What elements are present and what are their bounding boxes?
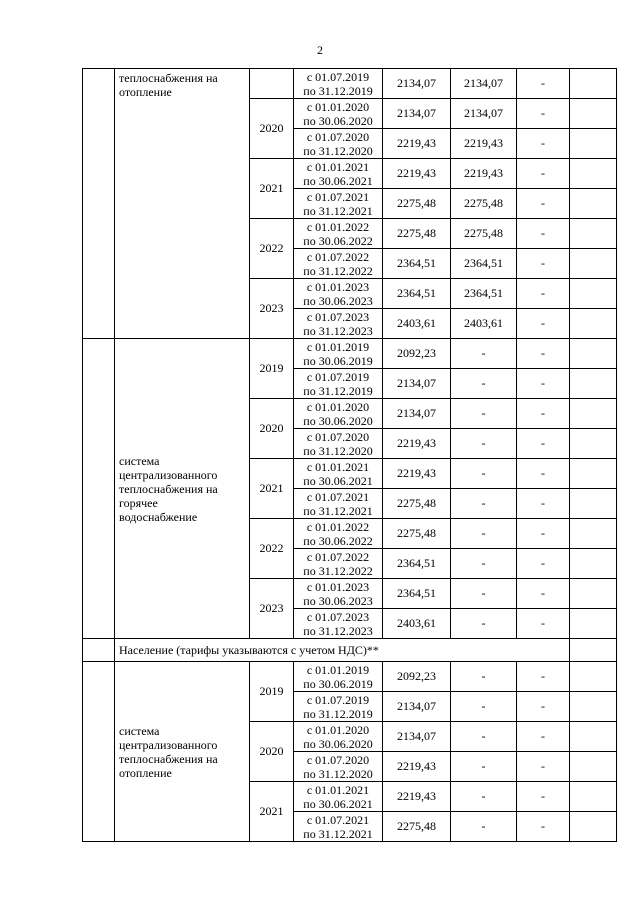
period-to: по 30.06.2023	[303, 293, 373, 308]
period-cell	[294, 189, 383, 219]
period-from: с 01.07.2023	[306, 309, 370, 324]
tariff-value-cell: -	[451, 549, 517, 579]
tariff-value-cell: 2364,51	[383, 249, 451, 279]
tariff-value-cell: 2219,43	[451, 129, 517, 159]
tariff-value-cell: 2219,43	[383, 129, 451, 159]
period-to: по 30.06.2020	[303, 113, 373, 128]
period-to: по 31.12.2023	[303, 323, 373, 338]
tariff-value-cell: 2134,07	[451, 69, 517, 99]
tariff-value-cell: 2364,51	[451, 279, 517, 309]
period-cell	[294, 662, 383, 692]
tariff-value-cell: 2219,43	[383, 429, 451, 459]
period-cell	[294, 429, 383, 459]
year-cell	[250, 69, 294, 99]
period-cell	[294, 129, 383, 159]
period-cell	[294, 369, 383, 399]
period-to: по 31.12.2021	[303, 503, 373, 518]
row-number-cell	[83, 662, 115, 842]
tariff-value-cell: 2092,23	[383, 662, 451, 692]
period-cell	[294, 752, 383, 782]
period-to: по 31.12.2021	[303, 826, 373, 841]
tariff-value-cell: -	[517, 189, 570, 219]
period-to: по 30.06.2020	[303, 736, 373, 751]
empty-cell	[570, 219, 617, 249]
period-from: с 01.01.2020	[306, 99, 370, 114]
row-number-cell	[83, 69, 115, 339]
tariff-value-cell: -	[517, 662, 570, 692]
tariff-value-cell: 2275,48	[383, 489, 451, 519]
period-to: по 30.06.2023	[303, 593, 373, 608]
tariff-value-cell: 2364,51	[383, 579, 451, 609]
tariff-value-cell: -	[517, 782, 570, 812]
tariff-table	[82, 68, 617, 842]
period-cell	[294, 782, 383, 812]
period-to: по 31.12.2019	[303, 83, 373, 98]
tariff-value-cell: 2219,43	[383, 782, 451, 812]
tariff-value-cell: -	[517, 429, 570, 459]
empty-cell	[570, 129, 617, 159]
period-from: с 01.07.2019	[306, 69, 370, 84]
tariff-value-cell: -	[451, 399, 517, 429]
page-number: 2	[317, 43, 323, 57]
period-cell	[294, 519, 383, 549]
empty-cell	[570, 549, 617, 579]
tariff-value-cell: -	[517, 369, 570, 399]
period-cell	[294, 459, 383, 489]
population-label: Население (тарифы указываются с учетом НДС)**	[115, 639, 570, 662]
period-cell	[294, 399, 383, 429]
period-cell	[294, 489, 383, 519]
tariff-value-cell: -	[517, 339, 570, 369]
tariff-value-cell: -	[517, 279, 570, 309]
system-type-line: теплоснабжения на	[119, 751, 218, 766]
tariff-table-body	[83, 69, 617, 842]
row-number-cell	[83, 639, 115, 662]
system-type-line: система	[119, 453, 160, 468]
system-type-line: горячее	[119, 495, 158, 510]
empty-cell	[570, 812, 617, 842]
period-cell	[294, 722, 383, 752]
tariff-value-cell: 2275,48	[383, 219, 451, 249]
period-to: по 30.06.2022	[303, 233, 373, 248]
tariff-value-cell: 2275,48	[383, 812, 451, 842]
year-cell: 2020	[250, 399, 294, 459]
year-cell: 2022	[250, 519, 294, 579]
period-from: с 01.07.2019	[306, 369, 370, 384]
period-to: по 31.12.2019	[303, 706, 373, 721]
year-cell: 2021	[250, 459, 294, 519]
period-to: по 31.12.2022	[303, 563, 373, 578]
table-row	[83, 69, 617, 99]
tariff-value-cell: 2275,48	[383, 519, 451, 549]
tariff-value-cell: 2219,43	[383, 159, 451, 189]
period-from: с 01.07.2022	[306, 549, 370, 564]
tariff-value-cell: -	[517, 609, 570, 639]
period-from: с 01.01.2019	[306, 339, 370, 354]
system-type-line: теплоснабжения на	[119, 481, 218, 496]
tariff-value-cell: -	[451, 519, 517, 549]
period-from: с 01.07.2020	[306, 752, 370, 767]
empty-cell	[570, 639, 617, 662]
period-to: по 31.12.2022	[303, 263, 373, 278]
year-cell: 2023	[250, 579, 294, 639]
period-to: по 31.12.2023	[303, 623, 373, 638]
year-cell: 2019	[250, 662, 294, 722]
period-from: с 01.07.2022	[306, 249, 370, 264]
tariff-value-cell: 2134,07	[383, 99, 451, 129]
empty-cell	[570, 429, 617, 459]
period-cell	[294, 219, 383, 249]
period-from: с 01.01.2023	[306, 279, 370, 294]
period-cell	[294, 309, 383, 339]
tariff-value-cell: -	[517, 69, 570, 99]
period-from: с 01.01.2022	[306, 519, 370, 534]
system-type-cell	[115, 69, 250, 339]
system-type-line: централизованного	[119, 467, 218, 482]
tariff-value-cell: -	[517, 159, 570, 189]
tariff-value-cell: 2275,48	[383, 189, 451, 219]
tariff-value-cell: 2403,61	[383, 309, 451, 339]
tariff-value-cell: 2134,07	[383, 399, 451, 429]
year-cell: 2019	[250, 339, 294, 399]
empty-cell	[570, 279, 617, 309]
tariff-value-cell: -	[451, 782, 517, 812]
empty-cell	[570, 519, 617, 549]
tariff-value-cell: 2134,07	[383, 692, 451, 722]
period-to: по 31.12.2021	[303, 203, 373, 218]
period-to: по 30.06.2020	[303, 413, 373, 428]
tariff-value-cell: -	[517, 459, 570, 489]
system-type-cell	[115, 339, 250, 639]
tariff-value-cell: 2275,48	[451, 189, 517, 219]
period-to: по 31.12.2020	[303, 443, 373, 458]
tariff-value-cell: 2403,61	[383, 609, 451, 639]
system-type-line: отопление	[119, 765, 172, 780]
tariff-value-cell: 2134,07	[383, 369, 451, 399]
empty-cell	[570, 309, 617, 339]
period-from: с 01.01.2021	[306, 782, 370, 797]
system-type-line: водоснабжение	[119, 509, 198, 524]
period-to: по 30.06.2022	[303, 533, 373, 548]
period-from: с 01.01.2022	[306, 219, 370, 234]
period-cell	[294, 249, 383, 279]
period-from: с 01.07.2019	[306, 692, 370, 707]
tariff-value-cell: -	[517, 752, 570, 782]
empty-cell	[570, 782, 617, 812]
tariff-value-cell: 2364,51	[383, 279, 451, 309]
period-from: с 01.07.2020	[306, 129, 370, 144]
period-from: с 01.01.2023	[306, 579, 370, 594]
empty-cell	[570, 692, 617, 722]
tariff-value-cell: -	[451, 489, 517, 519]
period-cell	[294, 159, 383, 189]
empty-cell	[570, 369, 617, 399]
tariff-value-cell: 2403,61	[451, 309, 517, 339]
period-to: по 30.06.2019	[303, 353, 373, 368]
tariff-value-cell: -	[517, 399, 570, 429]
period-cell	[294, 549, 383, 579]
empty-cell	[570, 399, 617, 429]
tariff-value-cell: -	[517, 519, 570, 549]
period-cell	[294, 339, 383, 369]
period-to: по 31.12.2020	[303, 143, 373, 158]
period-from: с 01.01.2021	[306, 459, 370, 474]
period-cell	[294, 69, 383, 99]
tariff-value-cell: -	[451, 722, 517, 752]
tariff-value-cell: -	[517, 249, 570, 279]
tariff-value-cell: -	[517, 99, 570, 129]
tariff-value-cell: -	[517, 579, 570, 609]
tariff-value-cell: -	[517, 722, 570, 752]
period-cell	[294, 579, 383, 609]
tariff-value-cell: 2134,07	[451, 99, 517, 129]
year-cell: 2023	[250, 279, 294, 339]
period-to: по 31.12.2019	[303, 383, 373, 398]
period-from: с 01.07.2020	[306, 429, 370, 444]
system-type-line: централизованного	[119, 737, 218, 752]
tariff-value-cell: -	[451, 609, 517, 639]
system-type-line: система	[119, 723, 160, 738]
period-from: с 01.01.2021	[306, 159, 370, 174]
tariff-value-cell: 2219,43	[451, 159, 517, 189]
year-cell: 2021	[250, 159, 294, 219]
tariff-value-cell: 2364,51	[383, 549, 451, 579]
empty-cell	[570, 159, 617, 189]
tariff-value-cell: -	[451, 339, 517, 369]
tariff-value-cell: 2134,07	[383, 722, 451, 752]
tariff-value-cell: -	[517, 549, 570, 579]
population-row	[83, 639, 617, 662]
tariff-value-cell: -	[517, 692, 570, 722]
empty-cell	[570, 459, 617, 489]
tariff-value-cell: -	[517, 129, 570, 159]
table-row	[83, 339, 617, 369]
empty-cell	[570, 69, 617, 99]
empty-cell	[570, 339, 617, 369]
tariff-value-cell: -	[451, 369, 517, 399]
period-to: по 31.12.2020	[303, 766, 373, 781]
year-cell: 2022	[250, 219, 294, 279]
year-cell: 2020	[250, 99, 294, 159]
period-from: с 01.07.2021	[306, 189, 370, 204]
period-from: с 01.07.2021	[306, 489, 370, 504]
period-from: с 01.07.2023	[306, 609, 370, 624]
empty-cell	[570, 189, 617, 219]
system-type-cell	[115, 662, 250, 842]
period-cell	[294, 99, 383, 129]
year-cell: 2020	[250, 722, 294, 782]
tariff-value-cell: -	[451, 459, 517, 489]
table-row	[83, 662, 617, 692]
year-cell: 2021	[250, 782, 294, 842]
empty-cell	[570, 99, 617, 129]
period-to: по 30.06.2021	[303, 173, 373, 188]
tariff-value-cell: -	[517, 812, 570, 842]
empty-cell	[570, 609, 617, 639]
system-type-line: отопление	[119, 85, 172, 99]
period-cell	[294, 279, 383, 309]
empty-cell	[570, 752, 617, 782]
period-to: по 30.06.2021	[303, 796, 373, 811]
empty-cell	[570, 722, 617, 752]
tariff-value-cell: -	[451, 692, 517, 722]
period-cell	[294, 692, 383, 722]
tariff-value-cell: 2134,07	[383, 69, 451, 99]
tariff-value-cell: -	[451, 752, 517, 782]
period-cell	[294, 609, 383, 639]
period-from: с 01.01.2020	[306, 722, 370, 737]
period-to: по 30.06.2019	[303, 676, 373, 691]
empty-cell	[570, 579, 617, 609]
period-from: с 01.07.2021	[306, 812, 370, 827]
tariff-value-cell: 2219,43	[383, 752, 451, 782]
tariff-value-cell: -	[517, 219, 570, 249]
system-type-line: теплоснабжения на	[119, 71, 218, 85]
period-from: с 01.01.2020	[306, 399, 370, 414]
tariff-value-cell: 2275,48	[451, 219, 517, 249]
tariff-value-cell: 2219,43	[383, 459, 451, 489]
tariff-value-cell: -	[451, 429, 517, 459]
empty-cell	[570, 249, 617, 279]
tariff-value-cell: 2092,23	[383, 339, 451, 369]
tariff-value-cell: -	[517, 489, 570, 519]
period-cell	[294, 812, 383, 842]
tariff-value-cell: -	[451, 812, 517, 842]
tariff-value-cell: 2364,51	[451, 249, 517, 279]
tariff-value-cell: -	[451, 579, 517, 609]
period-from: с 01.01.2019	[306, 662, 370, 677]
empty-cell	[570, 489, 617, 519]
period-to: по 30.06.2021	[303, 473, 373, 488]
row-number-cell	[83, 339, 115, 639]
empty-cell	[570, 662, 617, 692]
tariff-value-cell: -	[451, 662, 517, 692]
tariff-value-cell: -	[517, 309, 570, 339]
